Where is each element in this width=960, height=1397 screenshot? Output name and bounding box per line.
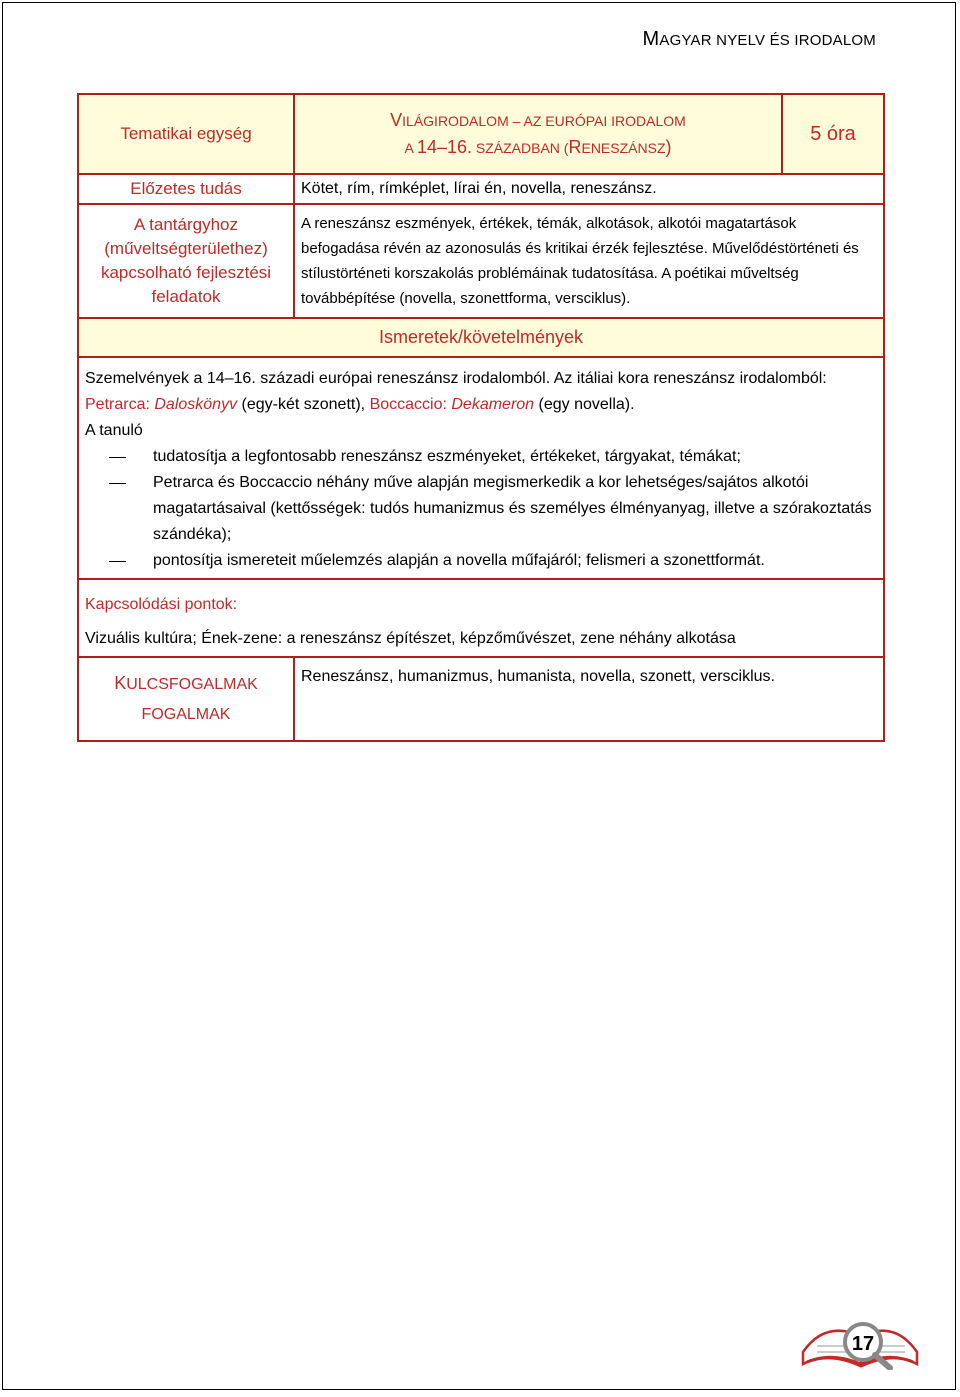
- list-item: pontosítja ismereteit műelemzés alapján a novella műfajáról; felismeri a szonettformát.: [85, 548, 877, 574]
- list-item: tudatosítja a legfontosabb reneszánsz eszményeket, értékeket, tárgyakat, témákat;: [85, 444, 877, 470]
- page-number: 17: [851, 1333, 875, 1355]
- connections-text: Vizuális kultúra; Ének-zene: a reneszánsz építészet, képzőművészet, zene néhány alkotása: [85, 630, 736, 647]
- goals-label: A tantárgyhoz (műveltségterülethez) kapcsolható fejlesztési feladatok: [78, 204, 294, 318]
- unit-hours: 5 óra: [782, 94, 884, 174]
- development-goals: A reneszánsz eszmények, értékek, témák, alkotások, alkotói magatartások befogadása révén az azonosulás és kritikai érzék fejlesztése. Művelődéstörténeti és stílustörténeti korszakolás problémáinak tudatosítása. A poétikai műveltség továbbépítése (novella, szonettforma, versciklus).: [294, 204, 884, 318]
- unit-title: VILÁGIRODALOM – AZ EURÓPAI IRODALOM A 14–16. SZÁZADBAN (RENESZÁNSZ): [294, 94, 782, 174]
- requirements-header: Ismeretek/követelmények: [78, 318, 884, 357]
- curriculum-table: [77, 93, 885, 742]
- keywords: Reneszánsz, humanizmus, humanista, novella, szonett, versciklus.: [294, 657, 884, 741]
- book-logo: [795, 1290, 925, 1370]
- list-item: Petrarca és Boccaccio néhány műve alapján megismerkedik a kor lehetséges/sajátos alkotói magatartásaival (kettősségek: tudós humanizmus és személyes élményanyag, illetve a szórakoztatás szándéka);: [85, 470, 877, 548]
- prior-knowledge: Kötet, rím, rímképlet, lírai én, novella, reneszánsz.: [294, 174, 884, 204]
- page-header: MAGYAR NYELV ÉS IRODALOM: [642, 28, 876, 50]
- unit-label: Tematikai egység: [78, 94, 294, 174]
- connections-label: Kapcsolódási pontok:: [85, 596, 238, 613]
- keywords-label: KULCSFOGALMAK FOGALMAK: [78, 657, 294, 741]
- prior-knowledge-label: Előzetes tudás: [78, 174, 294, 204]
- connections: [78, 579, 884, 657]
- learner-label: A tanuló: [85, 422, 143, 439]
- requirements-content: Szemelvények a 14–16. századi európai reneszánsz irodalomból. Az itáliai kora reneszánsz irodalomból: Petrarca: Daloskönyv (egy-két szonett), Boccaccio: Dekameron (egy novella). A tanuló tudatosítja a legfontosabb reneszánsz eszményeket, értékeket, tárgyakat, témákat; Petrarca és Boccaccio néhány műve alapján megismerkedik a kor lehetséges/sajátos alkotói magatartásaival (kettősségek: tudós humanizmus és személyes élményanyag, illetve a szórakoztatás szándéka); pontosítja ismereteit műelemzés alapján a novella műfajáról; felismeri a szonettformát.: [78, 357, 884, 579]
